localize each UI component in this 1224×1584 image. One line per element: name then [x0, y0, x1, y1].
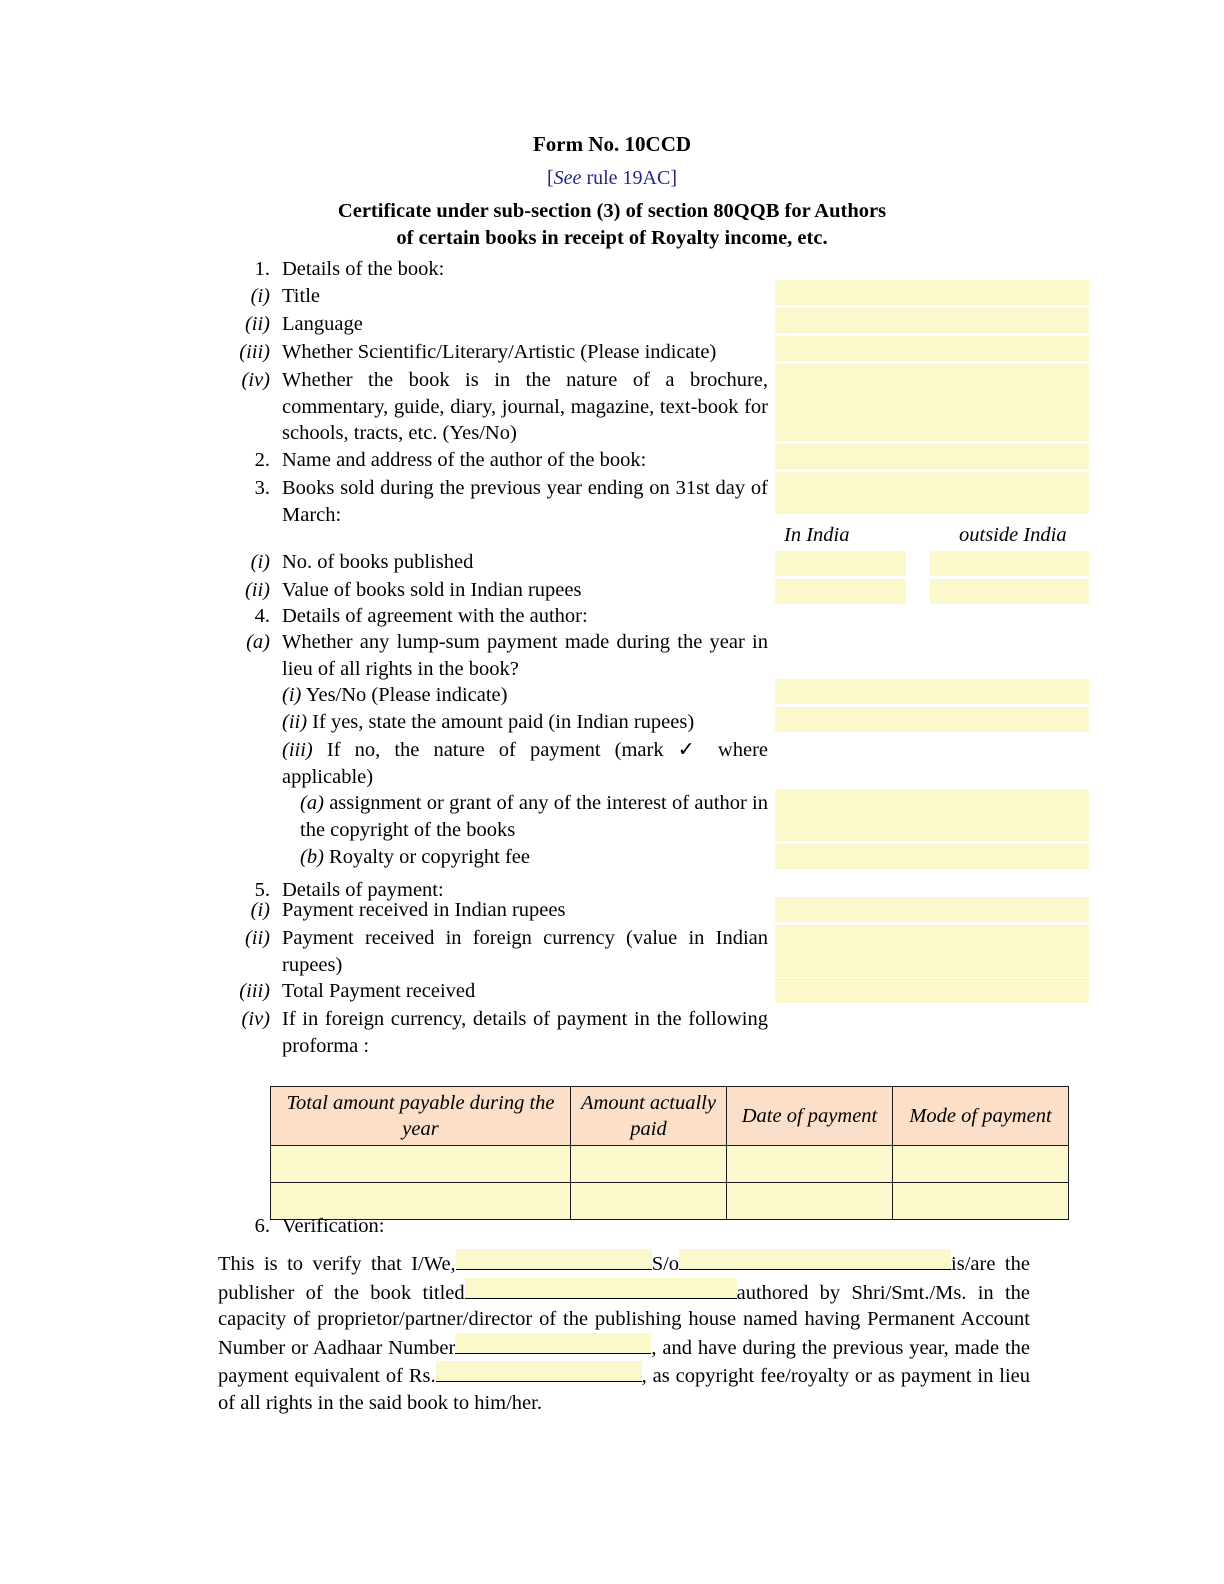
- verification-name-blank[interactable]: [456, 1249, 652, 1270]
- item-1-iv-number: (iv): [241, 369, 270, 391]
- item-4-a-iii: [282, 737, 768, 790]
- field-books-value-outside-india[interactable]: [930, 579, 1089, 604]
- cell-amount-actually-paid[interactable]: [571, 1183, 727, 1220]
- item-4-a-ii-label: If yes, state the amount paid (in Indian rupees): [307, 711, 695, 733]
- item-4-a-iii-a-label: assignment or grant of any of the interest of author in the copyright of the books: [300, 792, 768, 841]
- field-author-name-address[interactable]: [775, 444, 1089, 469]
- cell-mode-of-payment[interactable]: [893, 1183, 1069, 1220]
- see-rule-reference: [0, 167, 1224, 190]
- verification-book-title-blank[interactable]: [465, 1278, 737, 1299]
- field-lumpsum-yes-no[interactable]: [775, 679, 1089, 704]
- item-5-iii: [218, 978, 768, 1005]
- item-2: [218, 447, 768, 474]
- item-5-ii-number: (ii): [244, 927, 270, 949]
- col-total-amount-payable: Total amount payable during the year: [271, 1087, 571, 1146]
- item-3-ii: [218, 577, 768, 604]
- item-5-number: 5.: [254, 879, 270, 901]
- item-3-i-number: (i): [250, 551, 270, 573]
- col-mode-of-payment: Mode of payment: [893, 1087, 1069, 1146]
- field-assignment-or-grant[interactable]: [775, 789, 1089, 841]
- item-6-label: Verification:: [282, 1215, 385, 1237]
- cell-mode-of-payment[interactable]: [893, 1146, 1069, 1183]
- field-books-published-outside-india[interactable]: [930, 551, 1089, 576]
- verification-paragraph: [218, 1249, 1030, 1416]
- verification-text-3: is/are the publisher of the book titled: [218, 1253, 1030, 1304]
- table-row: [271, 1183, 1069, 1220]
- item-2-label: Name and address of the author of the book:: [282, 449, 647, 471]
- verification-text-2: S/o: [651, 1253, 680, 1275]
- item-1-iii-number: (iii): [239, 341, 270, 363]
- field-books-published-in-india[interactable]: [775, 551, 906, 576]
- certificate-title-line2: of certain books in receipt of Royalty income, etc.: [396, 227, 828, 250]
- item-3-label: Books sold during the previous year ending on 31st day of March:: [282, 477, 768, 526]
- item-5-i-number: (i): [250, 899, 270, 921]
- cell-date-of-payment[interactable]: [727, 1183, 893, 1220]
- item-4-a-number: (a): [246, 631, 270, 653]
- item-4-a-iii-a: [300, 790, 768, 843]
- item-5-label: Details of payment:: [282, 879, 444, 901]
- item-1-label: Details of the book:: [282, 258, 445, 280]
- item-4-a-iii-b: [300, 844, 768, 871]
- verification-father-name-blank[interactable]: [679, 1249, 951, 1270]
- item-1-ii-number: (ii): [244, 313, 270, 335]
- item-6-number: 6.: [254, 1215, 270, 1237]
- item-5-iv-number: (iv): [241, 1008, 270, 1030]
- item-4-a: [218, 629, 768, 682]
- cell-date-of-payment[interactable]: [727, 1146, 893, 1183]
- field-lumpsum-amount[interactable]: [775, 707, 1089, 732]
- item-4-a-iii-label: If no, the nature of payment (mark ✓ where applicable): [282, 739, 768, 788]
- item-4-a-i-label: Yes/No (Please indicate): [301, 684, 508, 706]
- item-3-ii-label: Value of books sold in Indian rupees: [282, 579, 582, 601]
- item-3-i-label: No. of books published: [282, 551, 474, 573]
- item-4-a-ii-number: (ii): [282, 711, 308, 733]
- item-1-ii: [218, 311, 768, 338]
- item-5-iii-label: Total Payment received: [282, 980, 476, 1002]
- verification-text-6: , as copyright fee/royalty or as payment in lieu of all rights in the said book to him/her.: [218, 1365, 1031, 1414]
- see-rule-see-word: See: [553, 167, 582, 189]
- field-total-payment-received[interactable]: [775, 978, 1089, 1003]
- cell-total-amount-payable[interactable]: [271, 1146, 571, 1183]
- table-header-row: [271, 1087, 1069, 1146]
- cell-total-amount-payable[interactable]: [271, 1183, 571, 1220]
- item-4-a-i: [282, 682, 768, 709]
- item-4-a-iii-number: (iii): [282, 739, 313, 761]
- item-6-verification: [218, 1215, 384, 1238]
- verification-amount-blank[interactable]: [436, 1361, 642, 1382]
- field-book-category[interactable]: [775, 336, 1089, 361]
- verification-text-5: , and have during the previous year, made the payment equivalent of Rs.: [218, 1336, 1030, 1387]
- see-rule-bracket-open: [: [547, 167, 554, 189]
- item-4-a-i-number: (i): [282, 684, 302, 706]
- item-3-ii-number: (ii): [244, 579, 270, 601]
- field-books-value-in-india[interactable]: [775, 579, 906, 604]
- item-1-iii: [218, 339, 778, 366]
- field-book-nature[interactable]: [775, 364, 1089, 441]
- item-4-number: 4.: [254, 605, 270, 627]
- item-1-iv-label: Whether the book is in the nature of a brochure, commentary, guide, diary, journal, magazine, text-book for schools, tracts, etc. (Yes/No): [282, 369, 768, 444]
- item-2-number: 2.: [254, 449, 270, 471]
- verification-text-4: authored by Shri/Smt./Ms. in the capacity of proprietor/partner/director of the publishing house named having Permanent Account Number or Aadhaar Number: [218, 1281, 1030, 1359]
- item-5-iii-number: (iii): [239, 980, 270, 1002]
- item-5-ii: [218, 925, 768, 978]
- item-1: [218, 256, 768, 283]
- item-4-a-iii-b-number: (b): [300, 846, 324, 868]
- item-1-i-number: (i): [250, 285, 270, 307]
- table-row: [271, 1146, 1069, 1183]
- item-1-i: [218, 283, 768, 310]
- item-4-label: Details of agreement with the author:: [282, 605, 588, 627]
- item-5-ii-label: Payment received in foreign currency (value in Indian rupees): [282, 927, 768, 976]
- item-5-iv: [218, 1006, 768, 1059]
- item-5-i: [218, 897, 768, 924]
- foreign-currency-proforma-table: [270, 1086, 1069, 1220]
- item-5-iv-label: If in foreign currency, details of payment in the following proforma :: [282, 1008, 768, 1057]
- verification-pan-aadhaar-blank[interactable]: [455, 1333, 651, 1354]
- item-4: [218, 603, 768, 630]
- field-royalty-or-copyright-fee[interactable]: [775, 844, 1089, 869]
- item-1-iii-label: Whether Scientific/Literary/Artistic (Please indicate): [282, 341, 717, 363]
- column-header-in-india: In India: [784, 524, 850, 546]
- field-books-sold-period[interactable]: [775, 472, 1089, 514]
- item-5-i-label: Payment received in Indian rupees: [282, 899, 566, 921]
- verification-text-1: This is to verify that I/We,: [218, 1253, 456, 1275]
- item-3-i: [218, 549, 768, 576]
- item-3-number: 3.: [254, 477, 270, 499]
- certificate-title-line1: Certificate under sub-section (3) of section 80QQB for Authors: [337, 200, 887, 222]
- field-payment-foreign-currency[interactable]: [775, 925, 1089, 977]
- see-rule-rest: rule 19AC]: [581, 167, 677, 189]
- field-book-title[interactable]: [775, 280, 1089, 305]
- col-amount-actually-paid: Amount actually paid: [571, 1087, 727, 1146]
- cell-amount-actually-paid[interactable]: [571, 1146, 727, 1183]
- form-number-heading: Form No. 10CCD: [532, 132, 692, 156]
- field-book-language[interactable]: [775, 308, 1089, 333]
- field-payment-indian-rupees[interactable]: [775, 897, 1089, 922]
- item-1-number: 1.: [254, 258, 270, 280]
- item-1-iv: [218, 367, 768, 447]
- item-4-a-ii: [282, 709, 768, 736]
- item-4-a-label: Whether any lump-sum payment made during the year in lieu of all rights in the book?: [282, 631, 768, 680]
- col-date-of-payment: Date of payment: [727, 1087, 893, 1146]
- item-4-a-iii-b-label: Royalty or copyright fee: [323, 846, 530, 868]
- certificate-title: [0, 198, 1224, 252]
- item-3: [218, 475, 768, 528]
- item-1-ii-label: Language: [282, 313, 363, 335]
- column-header-outside-india: outside India: [959, 524, 1067, 546]
- item-4-a-iii-a-number: (a): [300, 792, 324, 814]
- item-1-i-label: Title: [282, 285, 320, 307]
